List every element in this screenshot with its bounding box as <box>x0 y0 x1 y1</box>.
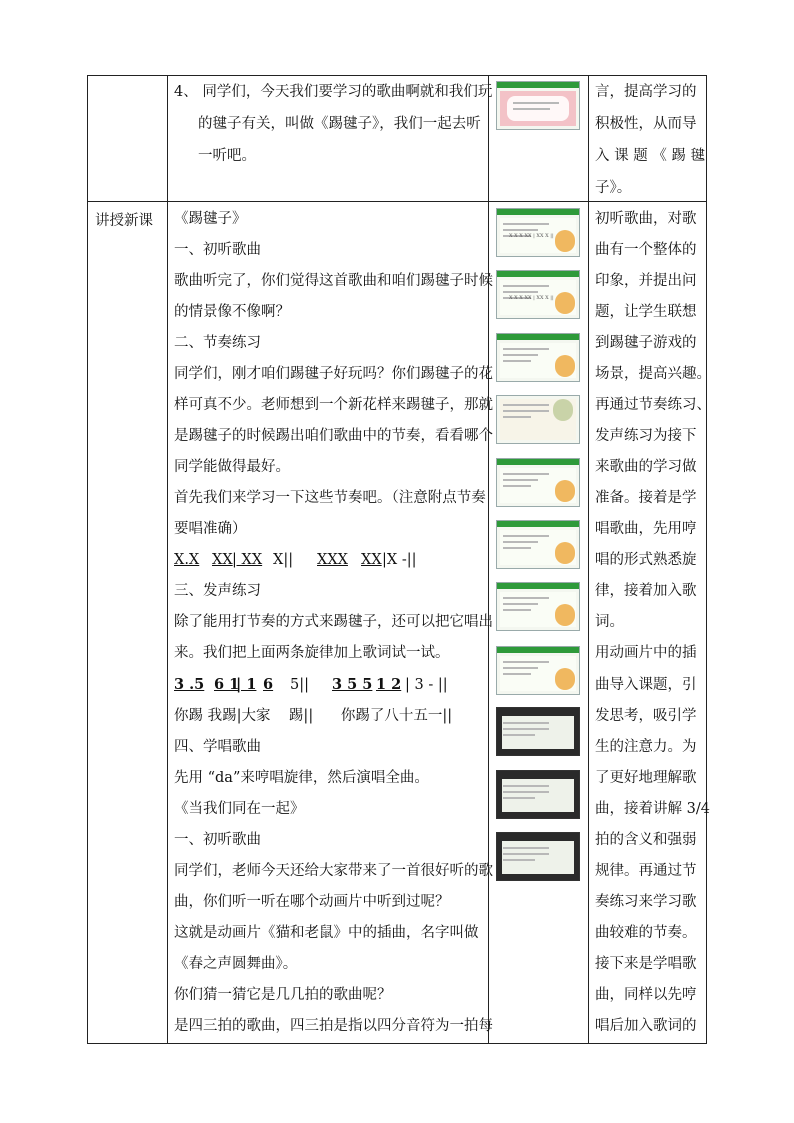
row1-note-line: 积极性，从而导 <box>595 116 697 132</box>
row2-note-line: 到踢毽子游戏的 <box>595 335 697 351</box>
row2-note-line: 曲，同样以先哼 <box>595 987 697 1003</box>
row2-note-line: 生的注意力。为 <box>595 739 697 755</box>
row2-note-line: 准备。接着是学 <box>595 490 697 506</box>
row2-note-line: 场景，提高兴趣。 <box>595 366 711 382</box>
rhythm-group: XX <box>361 552 382 568</box>
rhythm-group: |X -|| <box>382 552 417 568</box>
vocal-line: 来。我们把上面两条旋律加上歌词试一试。 <box>174 645 450 661</box>
table-row-divider <box>87 201 707 202</box>
row2-note-line: 曲较难的节奏。 <box>595 925 697 941</box>
row2-line: 首先我们来学习一下这些节奏吧。（注意附点节奏 <box>174 490 486 506</box>
row2-line: 同学能做得最好。 <box>174 459 290 475</box>
section-heading-vocal: 三、发声练习 <box>174 583 261 599</box>
slide-thumbnail <box>496 395 580 444</box>
row2-note-line: 题，让学生联想 <box>595 304 697 320</box>
rhythm-group: X.X <box>174 552 200 568</box>
row2-line: 样可真不少。老师想到一个新花样来踢毽子，那就 <box>174 397 493 413</box>
row2-note-line: 规律。再通过节 <box>595 863 697 879</box>
table-col-divider-1 <box>167 75 168 1044</box>
lyrics-line: 你踢 我踢|大家 踢|| 你踢了八十五一|| <box>174 708 453 724</box>
row2-note-line: 拍的含义和强弱 <box>595 832 697 848</box>
vocal-line: 除了能用打节奏的方式来踢毽子，还可以把它唱出 <box>174 614 493 630</box>
rhythm-group: XX <box>212 552 233 568</box>
row2-line: 的情景像不像啊？ <box>174 304 290 320</box>
row2-note-line: 奏练习来学习歌 <box>595 894 697 910</box>
row2-note-line: 唱歌曲，先用哼 <box>595 521 697 537</box>
row2-line: 《踢毽子》 <box>174 211 247 227</box>
row1-note-line: 言，提高学习的 <box>595 84 697 100</box>
row2-line: 歌曲听完了，你们觉得这首歌曲和咱们踢毽子时候 <box>174 273 493 289</box>
row2-note-line: 接下来是学唱歌 <box>595 956 697 972</box>
melody-group: 6 <box>263 676 274 693</box>
row2-note-line: 初听歌曲，对歌 <box>595 211 697 227</box>
row2-note-line: 唱后加入歌词的 <box>595 1018 697 1034</box>
row2-more-line: 一、初听歌曲 <box>174 832 261 848</box>
table-border-bottom <box>87 1043 707 1044</box>
slide-thumbnail <box>496 81 580 130</box>
row2-note-line: 印象，并提出问 <box>595 273 697 289</box>
row1-line-3: 一听吧。 <box>198 148 256 164</box>
row2-line: 是踢毽子的时候踢出咱们歌曲中的节奏，看看哪个 <box>174 428 493 444</box>
rhythm-group: XXX <box>317 552 348 568</box>
slide-thumbnail <box>496 208 580 257</box>
row2-more-line: 同学们，老师今天还给大家带来了一首很好听的歌 <box>174 863 493 879</box>
row2-more-line: 先用 “da”来哼唱旋律，然后演唱全曲。 <box>174 770 429 786</box>
row1-note-line: 子》。 <box>595 180 632 196</box>
row2-note-line: 再通过节奏练习、 <box>595 397 711 413</box>
melody-group: 1 2 <box>376 676 402 693</box>
row1-line-1: 4、 同学们，今天我们要学习的歌曲啊就和我们玩 <box>174 84 493 100</box>
slide-thumbnail-text: X X X XX | XX X || <box>509 233 554 239</box>
row2-note-line: 唱的形式熟悉旋 <box>595 552 697 568</box>
stage-label: 讲授新课 <box>95 213 153 229</box>
row2-note-line: 律，接着加入歌 <box>595 583 697 599</box>
row2-line: 一、初听歌曲 <box>174 242 261 258</box>
table-col-divider-2 <box>488 75 489 1044</box>
melody-group: 3 5 5 <box>332 676 373 693</box>
row2-more-line: 你们猜一猜它是几几拍的歌曲呢？ <box>174 987 392 1003</box>
slide-thumbnail <box>496 458 580 507</box>
row2-more-line: 曲，你们听一听在哪个动画片中听到过呢？ <box>174 894 450 910</box>
melody-group: 6 1 <box>214 676 240 693</box>
slide-thumbnail <box>496 770 580 819</box>
melody-group: | 1 <box>236 676 257 693</box>
row2-note-line: 曲有一个整体的 <box>595 242 697 258</box>
row2-note-line: 曲，接着讲解 3/4 <box>595 801 710 817</box>
row2-note-line: 曲导入课题，引 <box>595 677 697 693</box>
rhythm-group: | XX <box>232 552 263 568</box>
table-border-right <box>706 75 707 1044</box>
slide-thumbnail <box>496 582 580 631</box>
slide-thumbnail <box>496 520 580 569</box>
rhythm-group: X|| <box>273 552 294 568</box>
table-col-divider-3 <box>588 75 589 1044</box>
slide-thumbnail <box>496 646 580 695</box>
row2-note-line: 发思考，吸引学 <box>595 708 697 724</box>
row2-more-line: 《当我们同在一起》 <box>174 801 305 817</box>
slide-thumbnail-text: X X X XX | XX X || <box>509 295 554 301</box>
row1-line-2: 的毽子有关，叫做《踢毽子》，我们一起去听 <box>198 116 481 132</box>
row2-note-line: 来歌曲的学习做 <box>595 459 697 475</box>
slide-thumbnail <box>496 707 580 756</box>
row2-more-line: 这就是动画片《猫和老鼠》中的插曲，名字叫做 <box>174 925 479 941</box>
row2-line: 要唱准确） <box>174 521 247 537</box>
row2-note-line: 词。 <box>595 614 624 630</box>
row2-note-line: 了更好地理解歌 <box>595 770 697 786</box>
row2-line: 二、节奏练习 <box>174 335 261 351</box>
row2-note-line: 用动画片中的插 <box>595 645 697 661</box>
melody-group: | 3 - || <box>405 677 448 693</box>
melody-group: 5|| <box>290 677 309 693</box>
row1-note-line: 入 课 题 《 踢 毽 <box>595 148 706 164</box>
slide-thumbnail <box>496 270 580 319</box>
row2-line: 同学们，刚才咱们踢毽子好玩吗？你们踢毽子的花 <box>174 366 493 382</box>
row2-note-line: 发声练习为接下 <box>595 428 697 444</box>
slide-thumbnail <box>496 333 580 382</box>
table-border-left <box>87 75 88 1044</box>
melody-group: 3 .5 <box>174 676 205 693</box>
table-border-top <box>87 75 707 76</box>
row2-more-line: 《春之声圆舞曲》。 <box>174 956 298 972</box>
slide-thumbnail <box>496 832 580 881</box>
row2-more-line: 四、学唱歌曲 <box>174 739 261 755</box>
row2-more-line: 是四三拍的歌曲，四三拍是指以四分音符为一拍每 <box>174 1018 493 1034</box>
